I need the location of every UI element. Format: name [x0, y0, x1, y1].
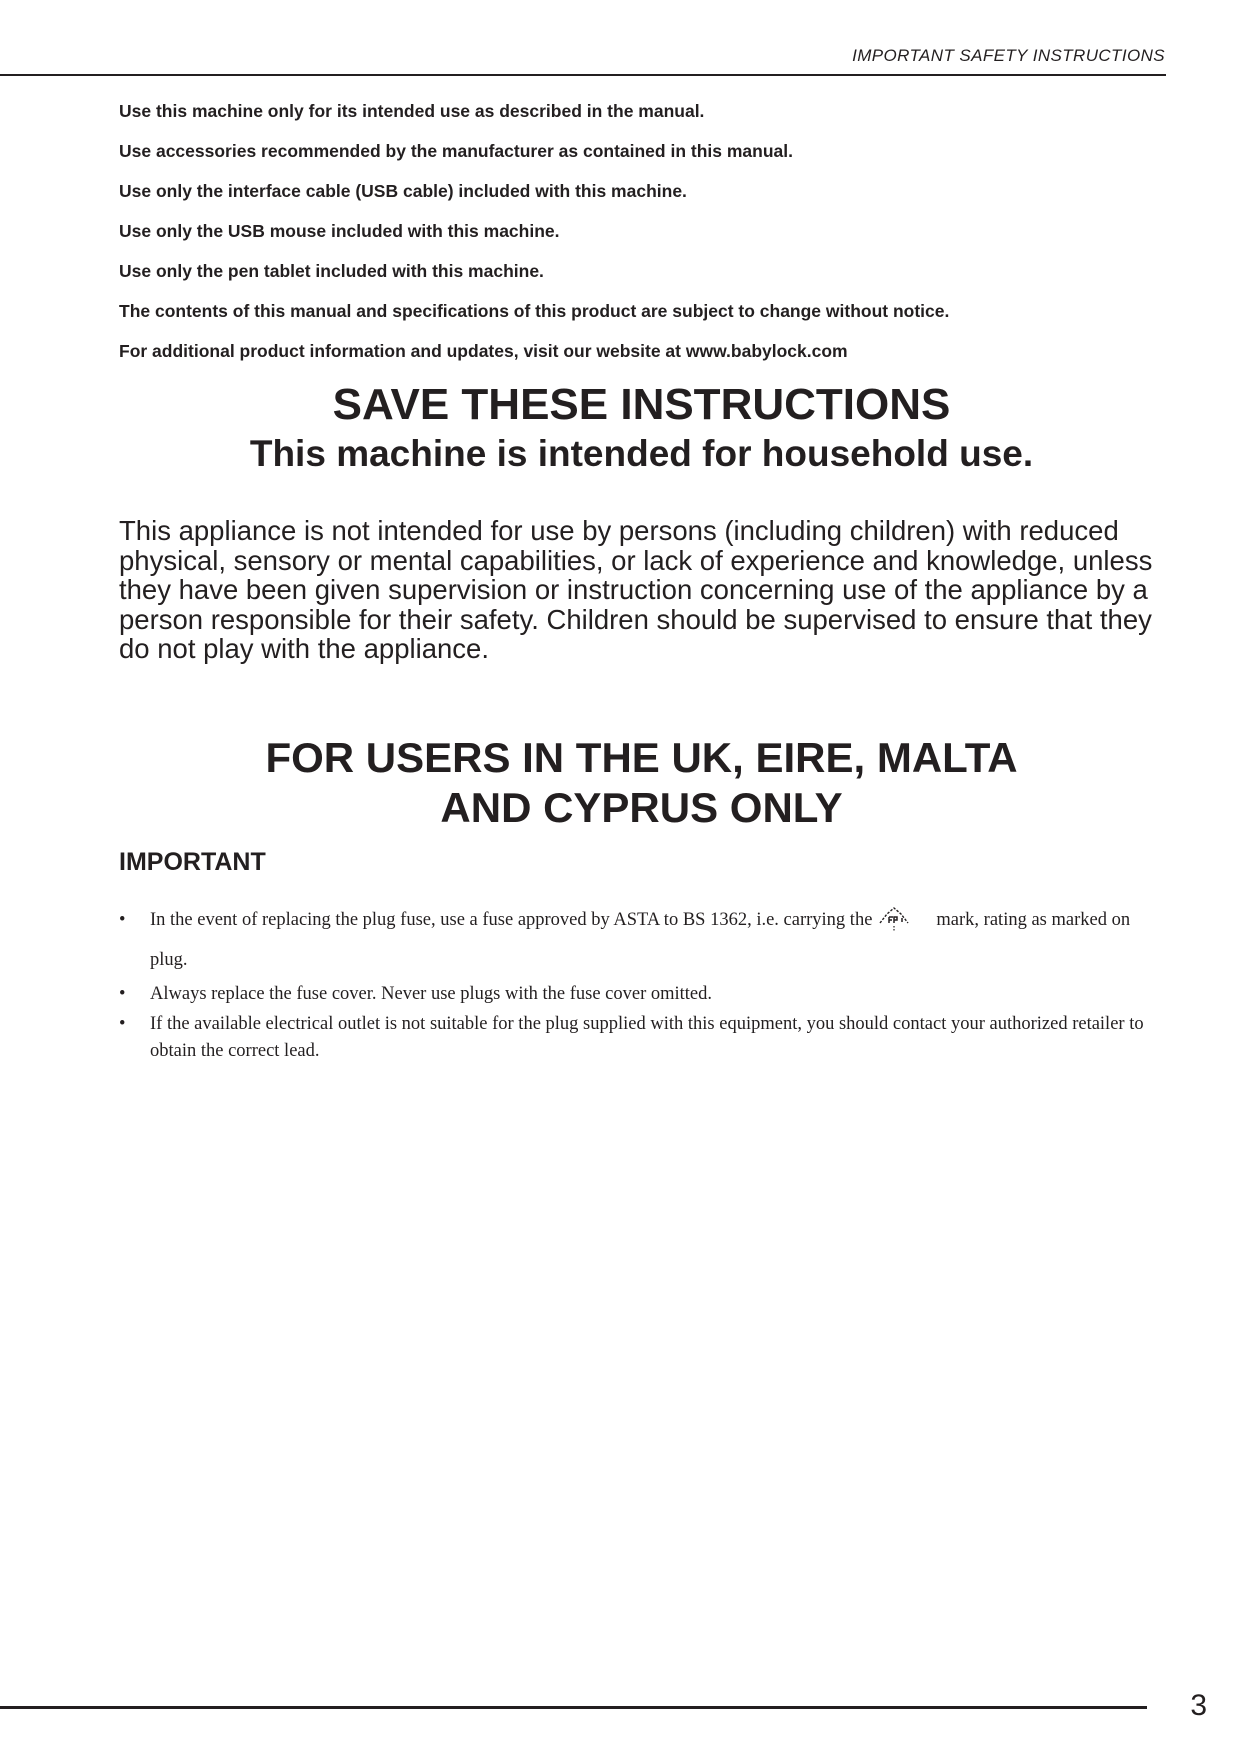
usage-line-change-notice: The contents of this manual and specifications of this product are subject to change without notice. [119, 301, 950, 321]
usage-line-usb-mouse: Use only the USB mouse included with this machine. [119, 221, 560, 241]
electrical-outlet-text: If the available electrical outlet is not suitable for the plug supplied with this equipment, you should contact your authorized retailer to obtain the correct lead. [150, 1014, 1144, 1061]
bullet-dot: • [119, 984, 126, 1004]
usage-line-interface-cable: Use only the interface cable (USB cable) included with this machine. [119, 181, 687, 201]
bullet-dot: • [119, 1014, 126, 1034]
usage-line-intended-use: Use this machine only for its intended use as described in the manual. [119, 101, 705, 121]
uk-users-heading [0, 733, 1240, 833]
fuse-cover-text: Always replace the fuse cover. Never use plugs with the fuse cover omitted. [150, 984, 713, 1004]
bullet-electrical-outlet [119, 1011, 1164, 1065]
usage-line-accessories: Use accessories recommended by the manufacturer as contained in this manual. [119, 141, 793, 161]
bullet-fuse-cover [119, 982, 1164, 1007]
save-instructions-heading: SAVE THESE INSTRUCTIONS [332, 380, 951, 429]
header-rule [0, 74, 1166, 76]
appliance-warning-paragraph: This appliance is not intended for use by persons (including children) with reduced physical, sensory or mental capabilities, or lack of experience and knowledge, unless they have been given supervision or instruction concerning use of the appliance by a person responsible for their safety. Children should be supervised to ensure that they do not play with the appliance. [119, 515, 1153, 664]
uk-heading-line-1: FOR USERS IN THE UK, EIRE, MALTA [265, 734, 1018, 781]
usage-line-pen-tablet: Use only the pen tablet included with this machine. [119, 261, 544, 281]
important-label: IMPORTANT [119, 848, 266, 876]
page-number: 3 [1190, 1689, 1207, 1722]
important-bullet-list [119, 900, 1164, 1065]
fuse-text-before-mark: In the event of replacing the plug fuse, use a fuse approved by ASTA to BS 1362, i.e. carrying the [150, 910, 873, 930]
asta-mark-icon [878, 906, 910, 932]
household-use-heading: This machine is intended for household use. [249, 433, 1034, 474]
uk-heading-line-2: AND CYPRUS ONLY [440, 784, 843, 831]
bullet-dot: • [119, 910, 126, 930]
footer-rule [0, 1706, 1147, 1709]
usage-instructions-list [119, 101, 1159, 381]
running-header: IMPORTANT SAFETY INSTRUCTIONS [852, 46, 1165, 65]
fuse-text-after-mark: mark, rating as marked on plug. [150, 910, 1131, 970]
bullet-fuse-replacement [119, 900, 1164, 980]
usage-line-website: For additional product information and updates, visit our website at www.babylock.com [119, 341, 848, 361]
